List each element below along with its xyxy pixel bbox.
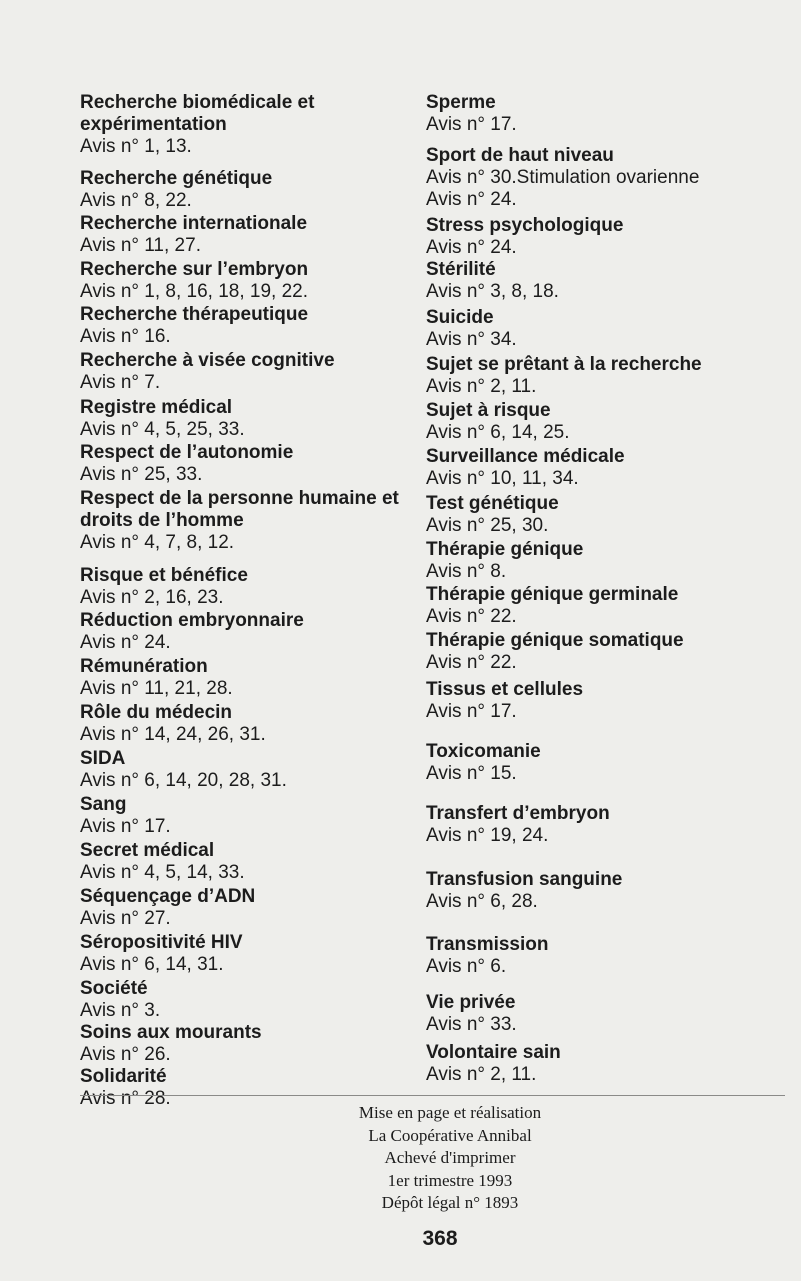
index-term: Surveillance médicale — [426, 446, 625, 467]
avis-reference: Avis n° 15. — [426, 763, 517, 784]
avis-reference: Avis n° 16. — [80, 326, 171, 347]
colophon-line: Dépôt légal n° 1893 — [381, 1193, 519, 1212]
colophon — [300, 1102, 600, 1215]
avis-reference: Avis n° 24. — [426, 237, 517, 258]
index-term-continued: droits de l’homme — [80, 510, 244, 531]
index-entry — [80, 565, 420, 609]
index-entry — [80, 610, 420, 654]
index-entry — [80, 886, 420, 930]
index-term: Sperme — [426, 92, 496, 113]
index-entry — [426, 1042, 796, 1086]
index-entry — [426, 215, 796, 259]
avis-reference: Avis n° 17. — [426, 701, 517, 722]
avis-reference: Avis n° 22. — [426, 652, 517, 673]
index-entry — [80, 794, 420, 838]
index-entry — [426, 493, 796, 537]
index-entry — [80, 442, 420, 486]
index-term: Recherche thérapeutique — [80, 304, 309, 325]
index-term: Volontaire sain — [426, 1042, 561, 1063]
index-entry — [80, 92, 420, 158]
index-entry — [426, 354, 796, 398]
index-term: Rémunération — [80, 656, 208, 677]
index-entry — [80, 168, 420, 212]
avis-reference: Avis n° 2, 11. — [426, 1064, 537, 1085]
index-term: Soins aux mourants — [80, 1022, 262, 1043]
index-term: Thérapie génique germinale — [426, 584, 679, 605]
index-term: Thérapie génique — [426, 539, 584, 560]
avis-reference: Avis n° 6. — [426, 956, 507, 977]
index-term: Vie privée — [426, 992, 516, 1013]
avis-reference: Avis n° 28. — [80, 1088, 171, 1109]
index-term: SIDA — [80, 748, 126, 769]
avis-reference: Avis n° 6, 14, 20, 28, 31. — [80, 770, 287, 791]
index-term: Séropositivité HIV — [80, 932, 243, 953]
index-entry — [426, 992, 796, 1036]
index-entry — [80, 840, 420, 884]
index-entry — [426, 446, 796, 490]
index-entry — [80, 259, 420, 303]
index-term: Suicide — [426, 307, 494, 328]
index-term: Respect de l’autonomie — [80, 442, 294, 463]
index-term: Recherche biomédicale et — [80, 92, 315, 113]
index-entry — [80, 488, 420, 554]
avis-reference: Avis n° 2, 11. — [426, 376, 537, 397]
avis-reference: Avis n° 3, 8, 18. — [426, 281, 559, 302]
avis-reference: Avis n° 1, 8, 16, 18, 19, 22. — [80, 281, 309, 302]
index-term: Société — [80, 978, 148, 999]
index-term: Secret médical — [80, 840, 215, 861]
avis-reference: Avis n° 27. — [80, 908, 171, 929]
index-term: Sang — [80, 794, 127, 815]
index-entry — [426, 869, 796, 913]
colophon-line: Mise en page et réalisation — [358, 1103, 542, 1122]
avis-reference: Avis n° 11, 27. — [80, 235, 201, 256]
avis-reference: Avis n° 6, 14, 31. — [80, 954, 224, 975]
index-term: Stress psychologique — [426, 215, 624, 236]
index-entry — [426, 584, 796, 628]
avis-reference: Avis n° 7. — [80, 372, 161, 393]
index-entry — [80, 702, 420, 746]
index-term: Stérilité — [426, 259, 496, 280]
avis-reference: Avis n° 26. — [80, 1044, 171, 1065]
index-term: Solidarité — [80, 1066, 167, 1087]
avis-reference: Avis n° 2, 16, 23. — [80, 587, 224, 608]
avis-reference: Avis n° 11, 21, 28. — [80, 678, 233, 699]
avis-reference: Avis n° 14, 24, 26, 31. — [80, 724, 266, 745]
index-term: Transfert d’embryon — [426, 803, 610, 824]
index-entry — [80, 213, 420, 257]
index-term: Registre médical — [80, 397, 233, 418]
index-entry — [80, 748, 420, 792]
index-entry — [426, 539, 796, 583]
avis-reference: Avis n° 3. — [80, 1000, 161, 1021]
index-term: Toxicomanie — [426, 741, 541, 762]
colophon-line: 1er trimestre 1993 — [387, 1170, 513, 1190]
index-entry — [80, 656, 420, 700]
avis-reference: Avis n° 6, 14, 25. — [426, 422, 570, 443]
colophon-line: La Coopérative Annibal — [368, 1125, 532, 1145]
colophon-line: Achevé d'imprimer — [384, 1148, 516, 1167]
index-term: Transfusion sanguine — [426, 869, 623, 890]
index-entry — [426, 145, 796, 211]
index-term: Respect de la personne humaine et — [80, 488, 399, 509]
avis-reference: Avis n° 22. — [426, 606, 517, 627]
index-term: Séquençage d’ADN — [80, 886, 256, 907]
index-entry — [80, 1022, 420, 1066]
index-entry — [426, 741, 796, 785]
avis-reference: Avis n° 6, 28. — [426, 891, 538, 912]
avis-reference: Avis n° 25, 30. — [426, 515, 549, 536]
avis-reference: Avis n° 33. — [426, 1014, 517, 1035]
avis-reference: Avis n° 19, 24. — [426, 825, 549, 846]
avis-reference: Avis n° 4, 5, 14, 33. — [80, 862, 245, 883]
index-term: Recherche internationale — [80, 213, 308, 234]
index-entry — [426, 934, 796, 978]
avis-reference: Avis n° 30.Stimulation ovarienne — [426, 167, 700, 188]
index-entry — [426, 259, 796, 303]
index-entry — [80, 932, 420, 976]
avis-reference: Avis n° 24. — [426, 189, 517, 210]
avis-reference: Avis n° 10, 11, 34. — [426, 468, 579, 489]
index-term: Recherche à visée cognitive — [80, 350, 335, 371]
avis-reference: Avis n° 1, 13. — [80, 136, 192, 157]
index-entry — [426, 307, 796, 351]
index-term: Réduction embryonnaire — [80, 610, 304, 631]
avis-reference: Avis n° 8, 22. — [80, 190, 192, 211]
index-entry — [426, 679, 796, 723]
index-term: Sujet se prêtant à la recherche — [426, 354, 702, 375]
index-term: Risque et bénéfice — [80, 565, 248, 586]
index-entry — [80, 304, 420, 348]
index-term: Sujet à risque — [426, 400, 551, 421]
avis-reference: Avis n° 17. — [426, 114, 517, 135]
index-term: Tissus et cellules — [426, 679, 584, 700]
index-term: Rôle du médecin — [80, 702, 233, 723]
avis-reference: Avis n° 4, 7, 8, 12. — [80, 532, 235, 553]
index-entry — [426, 630, 796, 674]
index-term: Sport de haut niveau — [426, 145, 614, 166]
index-term: Thérapie génique somatique — [426, 630, 684, 651]
avis-reference: Avis n° 34. — [426, 329, 517, 350]
index-term: Transmission — [426, 934, 549, 955]
avis-reference: Avis n° 8. — [426, 561, 507, 582]
page-number: 368 — [422, 1227, 458, 1250]
index-entry — [80, 978, 420, 1022]
index-term-continued: expérimentation — [80, 114, 227, 135]
divider-rule — [80, 1095, 785, 1096]
avis-reference: Avis n° 4, 5, 25, 33. — [80, 419, 245, 440]
index-entry — [426, 803, 796, 847]
index-term: Test génétique — [426, 493, 559, 514]
avis-reference: Avis n° 25, 33. — [80, 464, 203, 485]
index-term: Recherche sur l’embryon — [80, 259, 309, 280]
index-term: Recherche génétique — [80, 168, 273, 189]
index-entry — [80, 397, 420, 441]
index-entry — [426, 400, 796, 444]
index-entry — [426, 92, 796, 136]
index-entry — [80, 350, 420, 394]
avis-reference: Avis n° 17. — [80, 816, 171, 837]
avis-reference: Avis n° 24. — [80, 632, 171, 653]
